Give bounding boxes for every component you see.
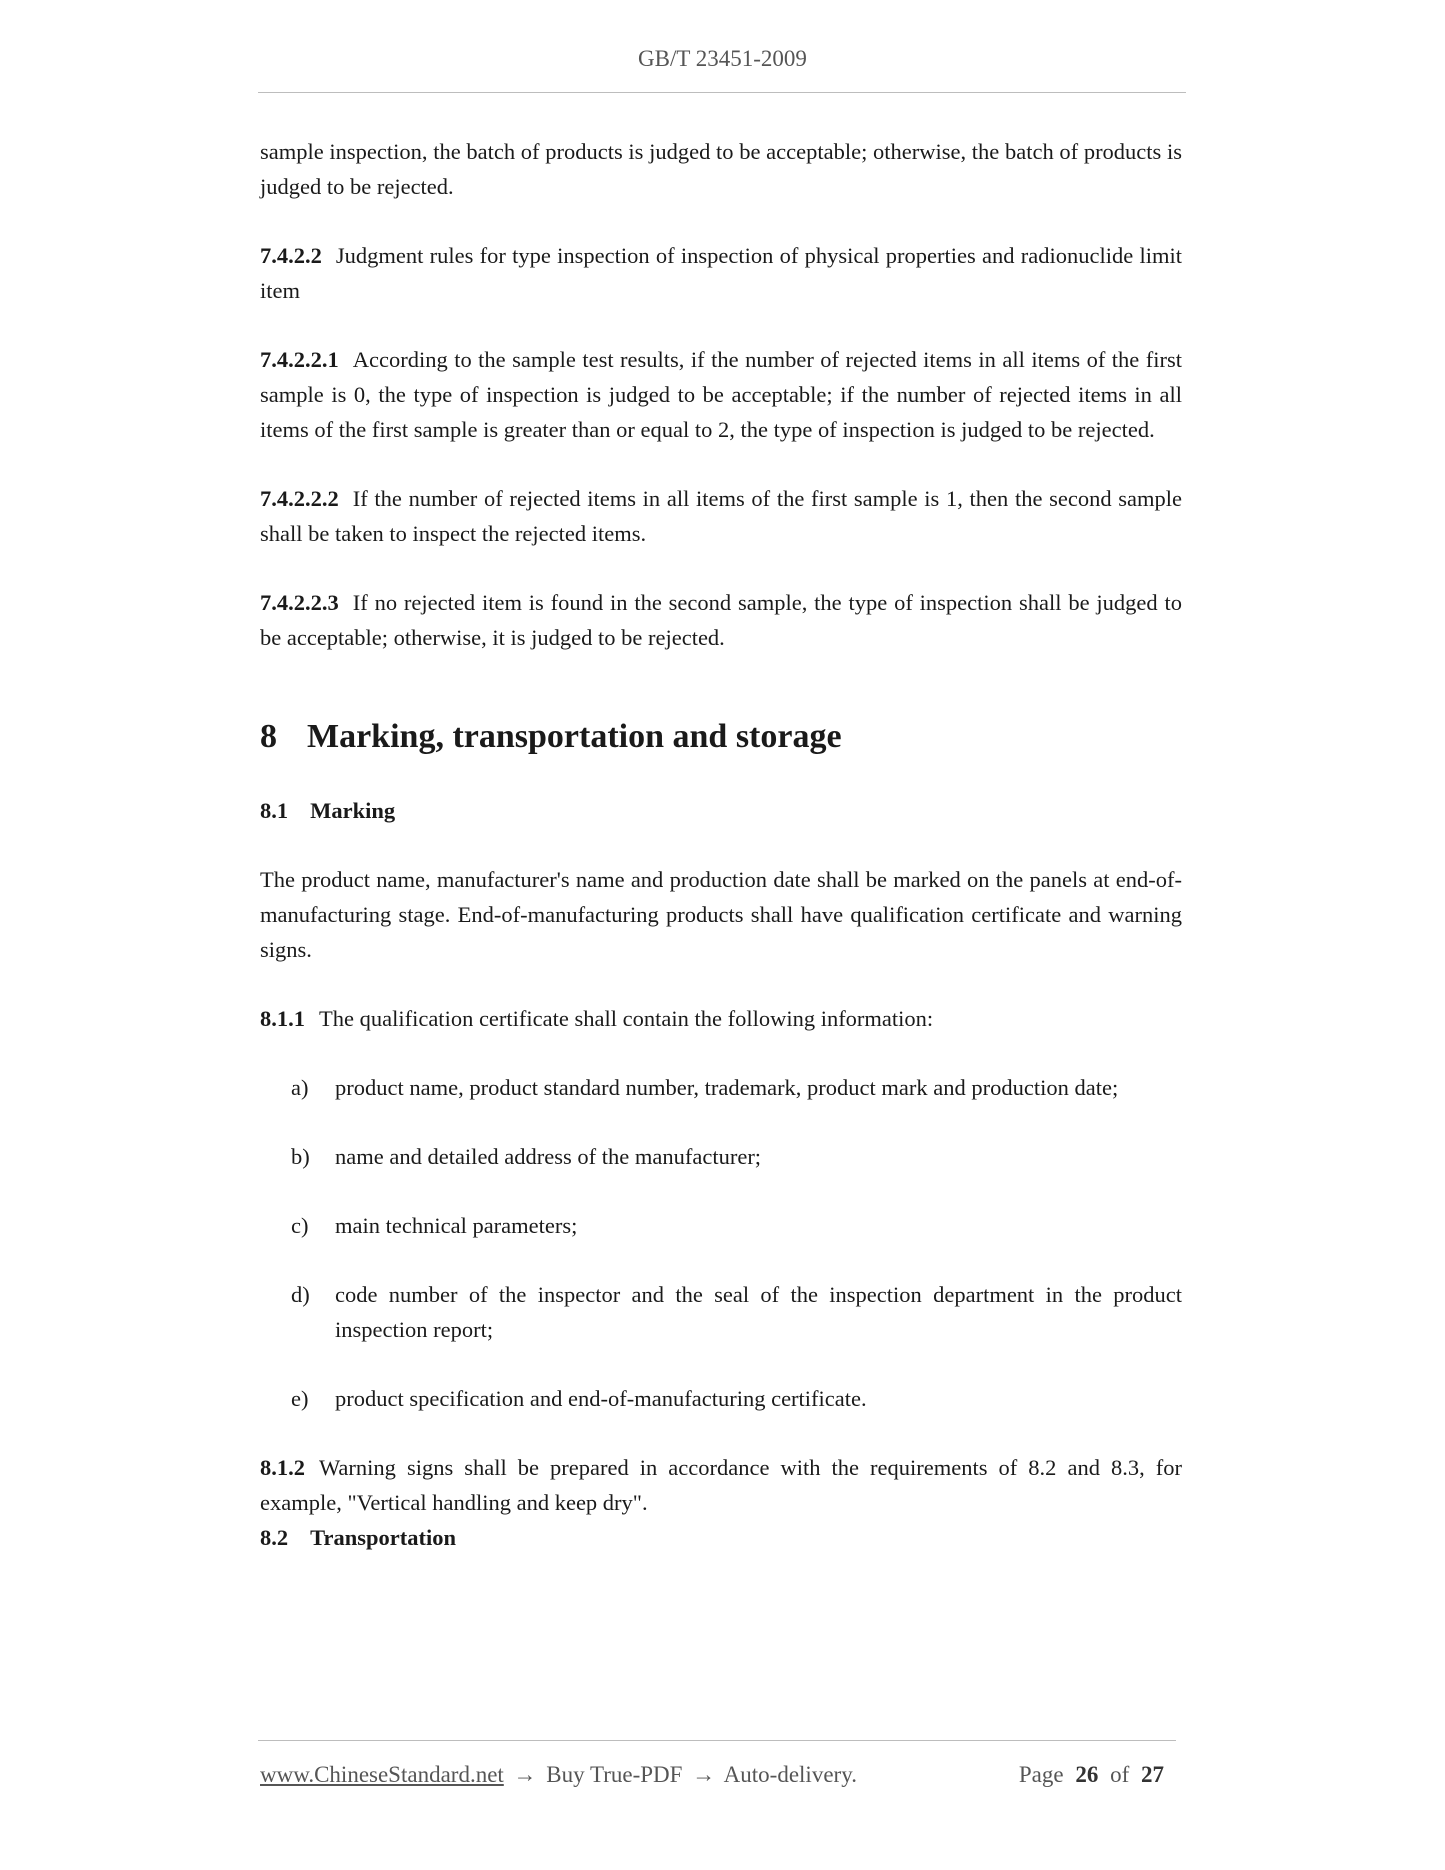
clause-number: 7.4.2.2.3 <box>260 590 339 615</box>
clause-7-4-2-2-1 <box>260 342 1182 447</box>
arrow-right-icon: → <box>692 1762 716 1787</box>
current-page-number: 26 <box>1075 1762 1099 1787</box>
intro-paragraph: sample inspection, the batch of products is judged to be acceptable; otherwise, the batch of products is judged to be rejected. <box>260 139 1182 199</box>
list-text: name and detailed address of the manufacturer; <box>335 1144 762 1169</box>
subsection-number: 8.1 <box>260 798 289 823</box>
clause-text: According to the sample test results, if the number of rejected items in all items of the first sample is 0, the type of inspection is judged to be acceptable; if the number of rejected items in all items of the first sample is greater than or equal to 2, the type of inspection is judged to be rejected. <box>260 347 1182 442</box>
of-label: of <box>1110 1762 1130 1787</box>
subsection-number: 8.2 <box>260 1525 289 1550</box>
section-8-heading <box>260 717 1182 757</box>
clause-text: The qualification certificate shall contain the following information: <box>319 1006 934 1031</box>
website-link[interactable]: www.ChineseStandard.net <box>260 1762 504 1787</box>
list-marker: b) <box>291 1144 310 1169</box>
subsection-title: Marking <box>310 798 396 823</box>
clause-text: If no rejected item is found in the second sample, the type of inspection shall be judged to be acceptable; otherwise, it is judged to be rejected. <box>260 590 1182 650</box>
page-footer <box>260 1760 1178 1790</box>
footer-divider <box>258 1740 1176 1741</box>
section-number: 8 <box>260 718 277 755</box>
clause-8-1-1 <box>260 1001 1182 1036</box>
list-item <box>291 1139 1182 1174</box>
clause-text: Judgment rules for type inspection of inspection of physical properties and radionuclide limit item <box>260 243 1182 303</box>
header-divider <box>258 92 1186 93</box>
list-marker: e) <box>291 1386 309 1411</box>
clause-7-4-2-2 <box>260 238 1182 308</box>
list-text: main technical parameters; <box>335 1213 578 1238</box>
clause-7-4-2-2-2 <box>260 481 1182 551</box>
list-marker: c) <box>291 1213 309 1238</box>
subsection-8-1-heading <box>260 793 1182 828</box>
auto-delivery-text: Auto-delivery. <box>723 1762 857 1787</box>
clause-number: 7.4.2.2.2 <box>260 486 339 511</box>
total-pages-number: 27 <box>1141 1762 1164 1787</box>
list-item <box>291 1070 1182 1105</box>
list-marker: d) <box>291 1282 310 1307</box>
list-text: product name, product standard number, trademark, product mark and production date; <box>335 1075 1119 1100</box>
clause-8-1-2 <box>260 1450 1182 1520</box>
list-item <box>291 1208 1182 1243</box>
subsection-8-2-heading <box>260 1520 1182 1555</box>
page-label: Page <box>1018 1762 1064 1787</box>
clause-7-4-2-2-3 <box>260 585 1182 655</box>
clause-number: 7.4.2.2 <box>260 243 322 268</box>
page-indicator <box>1019 1760 1170 1790</box>
buy-true-pdf-text: Buy True-PDF <box>546 1762 683 1787</box>
clause-text: Warning signs shall be prepared in accordance with the requirements of 8.2 and 8.3, for example, "Vertical handling and keep dry". <box>260 1455 1182 1515</box>
marking-paragraph: The product name, manufacturer's name and production date shall be marked on the panels at end-of-manufacturing stage. End-of-manufacturing products shall have qualification certificate and warning signs. <box>260 867 1182 962</box>
clause-number: 8.1.2 <box>260 1455 305 1480</box>
list-marker: a) <box>291 1075 309 1100</box>
subsection-title: Transportation <box>310 1525 456 1550</box>
clause-text: If the number of rejected items in all items of the first sample is 1, then the second sample shall be taken to inspect the rejected items. <box>260 486 1182 546</box>
list-text: code number of the inspector and the seal of the inspection department in the product inspection report; <box>335 1282 1182 1342</box>
section-title: Marking, transportation and storage <box>307 718 842 755</box>
clause-number: 8.1.1 <box>260 1006 305 1031</box>
arrow-right-icon: → <box>513 1762 537 1787</box>
list-text: product specification and end-of-manufacturing certificate. <box>335 1386 867 1411</box>
clause-number: 7.4.2.2.1 <box>260 347 339 372</box>
document-header: GB/T 23451-2009 <box>638 46 807 71</box>
list-item <box>291 1381 1182 1416</box>
list-item <box>291 1277 1182 1347</box>
document-body <box>260 134 1182 1555</box>
